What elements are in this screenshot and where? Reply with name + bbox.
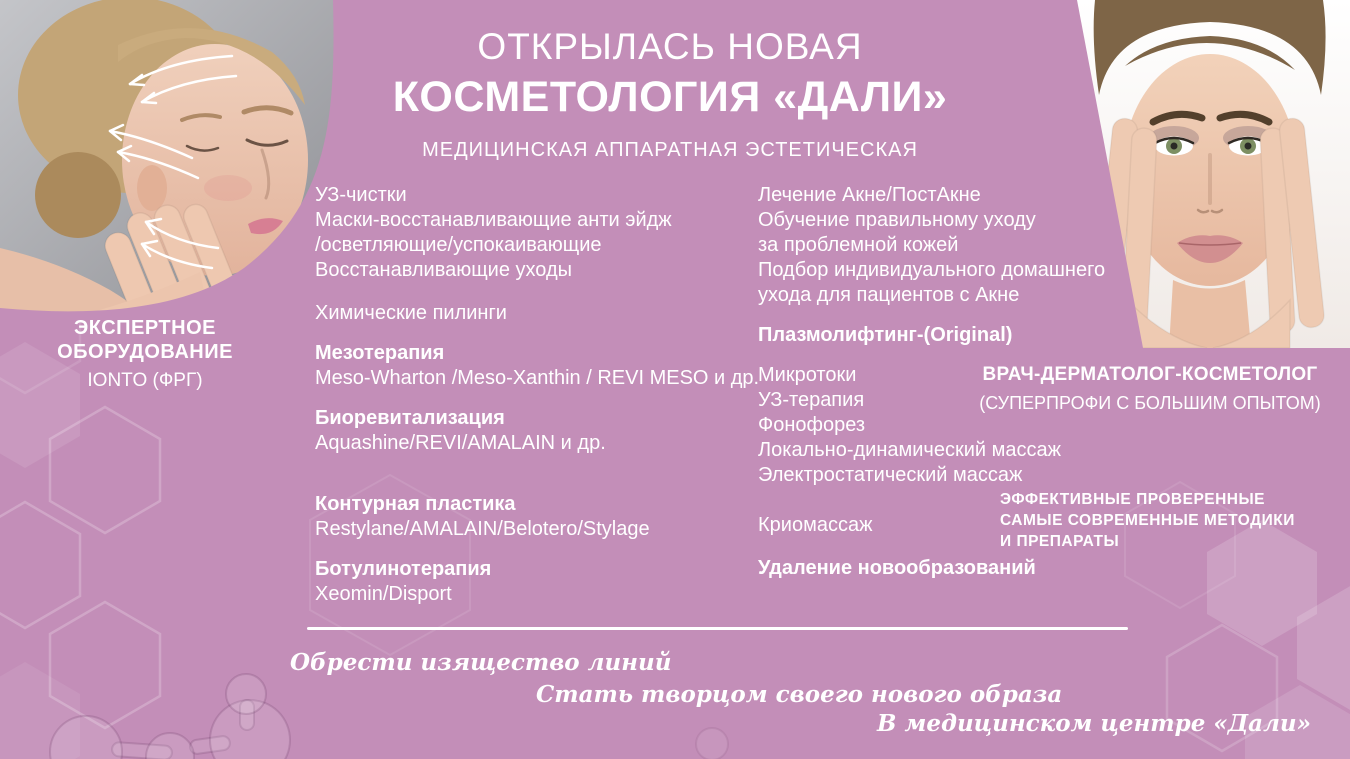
service-item: Xeomin/Disport — [315, 583, 452, 605]
equipment-badge-line2: ОБОРУДОВАНИЕ — [57, 341, 233, 363]
equipment-badge-line3: IONTO (ФРГ) — [87, 370, 203, 391]
methods-badge — [1000, 489, 1330, 552]
doctor-badge — [972, 364, 1328, 414]
service-group-title: Ботулинотерапия — [315, 558, 492, 580]
header-line1: ОТКРЫЛАСЬ НОВАЯ — [477, 26, 863, 67]
service-item: Восстанавливающие уходы — [315, 259, 573, 281]
service-item: /осветляющие/успокаивающие — [315, 234, 602, 256]
service-item: Химические пилинги — [315, 302, 507, 324]
face-lifting-arrows-photo — [0, 0, 340, 320]
methods-badge-line2: САМЫЕ СОВРЕМЕННЫЕ МЕТОДИКИ — [1000, 512, 1295, 529]
doctor-badge-subtitle: (СУПЕРПРОФИ С БОЛЬШИМ ОПЫТОМ) — [979, 393, 1321, 413]
service-item: Маски-восстанавливающие анти эйдж — [315, 209, 672, 231]
services-column-left — [315, 183, 760, 607]
service-group-title: Удаление новообразований — [758, 557, 1036, 579]
doctor-badge-title: ВРАЧ-ДЕРМАТОЛОГ-КОСМЕТОЛОГ — [982, 364, 1318, 385]
service-item: за проблемной кожей — [758, 234, 959, 256]
equipment-badge — [18, 316, 272, 392]
service-item: Aquashine/REVI/AMALAIN и др. — [315, 432, 606, 454]
methods-badge-line3: И ПРЕПАРАТЫ — [1000, 533, 1120, 550]
page-title: КОСМЕТОЛОГИЯ «ДАЛИ» — [392, 73, 948, 121]
slogan-3: В медицинском центре «Дали» — [877, 710, 1312, 737]
service-item: Meso-Wharton /Meso-Xanthin / REVI MESO и др. — [315, 367, 760, 389]
service-group-title: Мезотерапия — [315, 342, 445, 364]
service-item: Электростатический массаж — [758, 464, 1023, 486]
service-item: Обучение правильному уходу — [758, 209, 1036, 231]
header-subtitle: МЕДИЦИНСКАЯ АППАРАТНАЯ ЭСТЕТИЧЕСКАЯ — [422, 139, 918, 161]
service-item: УЗ-терапия — [758, 389, 865, 411]
service-item: Подбор индивидуального домашнего — [758, 259, 1106, 281]
service-item: Микротоки — [758, 364, 857, 386]
slogan-2: Стать творцом своего нового образа — [536, 681, 1063, 708]
service-item: Restylane/AMALAIN/Belotero/Stylage — [315, 518, 650, 540]
slogan-1: Обрести изящество линий — [290, 649, 672, 676]
service-item: Локально-динамический массаж — [758, 439, 1061, 461]
service-item: Фонофорез — [758, 414, 866, 436]
service-item: УЗ-чистки — [315, 184, 407, 206]
header — [340, 26, 1000, 162]
service-item: Криомассаж — [758, 514, 873, 536]
service-group-title: Плазмолифтинг-(Original) — [758, 324, 1013, 346]
methods-badge-line1: ЭФФЕКТИВНЫЕ ПРОВЕРЕННЫЕ — [1000, 491, 1266, 508]
service-group-title: Контурная пластика — [315, 493, 516, 515]
divider-line — [307, 627, 1128, 630]
service-item: ухода для пациентов с Акне — [758, 284, 1020, 306]
service-group-title: Биоревитализация — [315, 407, 505, 429]
service-item: Лечение Акне/ПостАкне — [758, 184, 981, 206]
equipment-badge-line1: ЭКСПЕРТНОЕ — [74, 317, 216, 339]
